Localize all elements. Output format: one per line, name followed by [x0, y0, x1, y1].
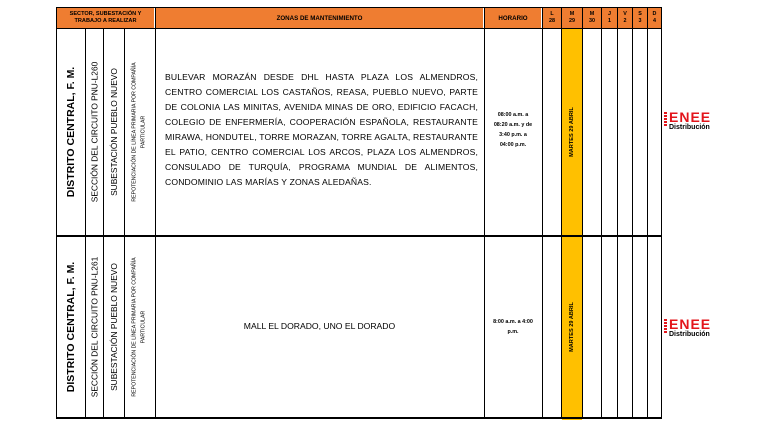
work-line2: PARTICULAR: [141, 115, 148, 149]
schedule-line: 04:00 p.m.: [499, 142, 527, 148]
day-letter: L: [550, 11, 554, 17]
hline-top: [56, 7, 662, 8]
day-letter: D: [652, 11, 657, 17]
row1-circuit: SECCIÓN DEL CIRCUITO PNU-L260: [89, 61, 100, 203]
row2-date-label: MARTES 29 ABRIL: [569, 302, 575, 352]
row1-schedule: [485, 110, 541, 150]
work-line2: PARTICULAR: [141, 310, 148, 344]
row2-work: [125, 237, 155, 417]
header-day-fri: [618, 8, 632, 28]
day-number: 2: [623, 18, 627, 24]
header-day-tue: [562, 8, 582, 28]
day-letter: J: [608, 11, 611, 17]
work-line1: REPOTENCIACIÓN DE LÍNEA PRIMARIA POR COMPAÑÍA: [132, 62, 139, 202]
vline-day-6: [647, 7, 648, 419]
day-number: 28: [549, 18, 555, 24]
vline-day-5: [632, 7, 633, 419]
vline-work: [155, 7, 156, 419]
vline-day-2: [582, 7, 583, 419]
logo-bars: [664, 112, 667, 127]
vline-zones: [484, 7, 485, 419]
logo-sub: Distribución: [669, 331, 710, 338]
header-day-mon: [543, 8, 561, 28]
header-sector: SECTOR, SUBESTACIÓN Y TRABAJO A REALIZAR: [57, 8, 154, 28]
row1-district: DISTRITO CENTRAL, F. M.: [65, 66, 78, 198]
vline-day-4: [617, 7, 618, 419]
header-zones: ZONAS DE MANTENIMIENTO: [156, 8, 483, 28]
day-letter: S: [638, 11, 642, 17]
work-line1: REPOTENCIACIÓN DE LÍNEA PRIMARIA POR COMPAÑÍA: [132, 257, 139, 397]
day-number: 30: [589, 18, 595, 24]
logo-brand: ENEE: [669, 109, 712, 125]
row2-logo: [664, 318, 711, 339]
header-day-sun: [648, 8, 661, 28]
row2-substation: SUBESTACIÓN PUEBLO NUEVO: [109, 263, 120, 391]
logo-sub: Distribución: [669, 124, 710, 131]
day-number: 29: [569, 18, 575, 24]
schedule-line: 3:40 p.m. a: [499, 132, 527, 138]
header-day-sat: [633, 8, 647, 28]
header-day-thu: [602, 8, 617, 28]
row1-zones: BULEVAR MORAZÁN DESDE DHL HASTA PLAZA LOS ALMENDROS, CENTRO COMERCIAL LOS CASTAÑOS, REASA, PUEBLO NUEVO, PARTE DE COLONIA LAS MINITAS, AVENIDA MINAS DE ORO, EDIFICIO FACACH, COLEGIO DE ENFERMERÍA, COOPERACIÓN ESPAÑOLA, RESTAURANTE MIRAWA, HONDUTEL, TORRE MORAZAN, TORRE AGALTA, RESTAURANTE EL PATIO, CENTRO COMERCIAL LOS ARCOS, PLAZA LOS ALMENDROS, CONSULADO DE TURQUÍA, PROGRAMA MUNDIAL DE ALIMENTOS, CONDOMINIO LAS MARÍAS Y ZONAS ALEDAÑAS.: [165, 72, 478, 187]
day-number: 1: [608, 18, 611, 24]
row1-logo: [664, 111, 711, 132]
row2-circuit: SECCIÓN DEL CIRCUITO PNU-L261: [89, 256, 100, 398]
header-schedule: HORARIO: [485, 8, 541, 28]
day-number: 3: [638, 18, 642, 24]
row2-district: DISTRITO CENTRAL, F. M.: [65, 261, 78, 393]
vline-schedule: [542, 7, 543, 419]
day-letter: M: [589, 11, 595, 17]
row1-work: [125, 29, 155, 235]
day-number: 4: [653, 18, 656, 24]
day-letter: V: [623, 11, 627, 17]
schedule-line: 8:00 a.m. a 4:00: [493, 319, 533, 325]
vline-day-3: [601, 7, 602, 419]
row1-substation: SUBESTACIÓN PUEBLO NUEVO: [109, 68, 120, 196]
schedule-line: p.m.: [507, 329, 519, 335]
day-letter: M: [569, 11, 575, 17]
schedule-line: 08:00 a.m. a: [497, 112, 529, 118]
hline-bottom: [56, 417, 662, 419]
row2-schedule: [485, 317, 541, 337]
row1-date-label: MARTES 29 ABRIL: [569, 107, 575, 157]
vline-right: [661, 7, 662, 419]
header-day-wed: [583, 8, 601, 28]
logo-brand: ENEE: [669, 316, 712, 332]
logo-bars: [664, 319, 667, 334]
schedule-line: 08:20 a.m. y de: [493, 122, 533, 128]
row2-zones: MALL EL DORADO, UNO EL DORADO: [243, 321, 396, 331]
